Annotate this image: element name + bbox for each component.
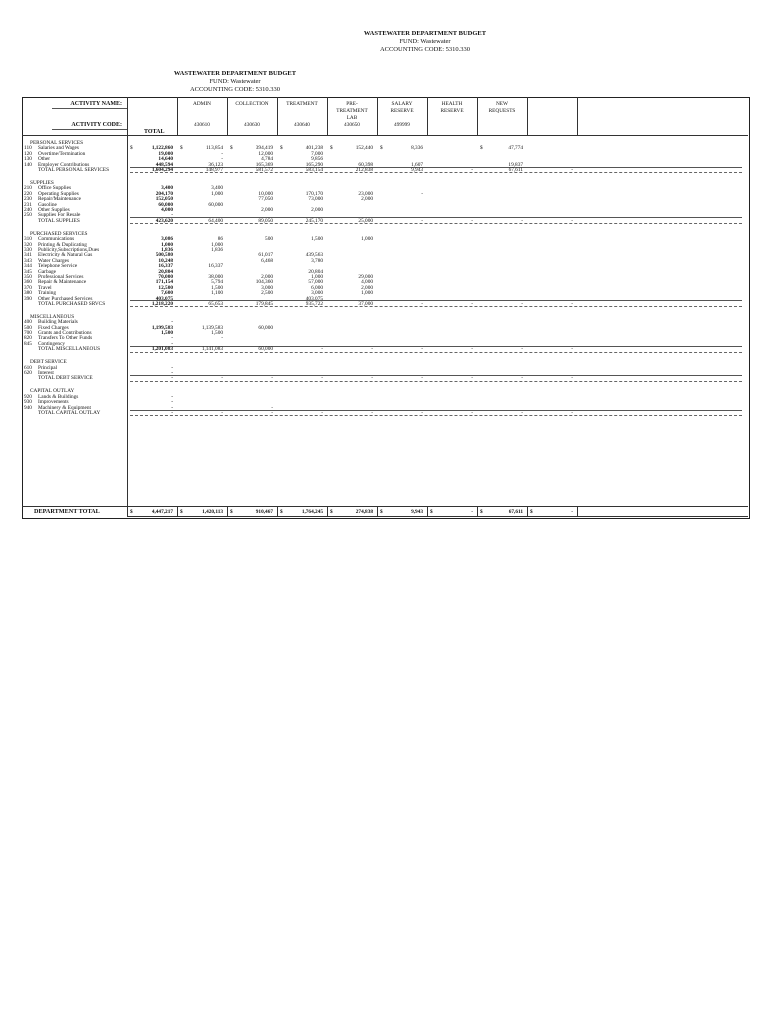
column-name: TREATMENT xyxy=(286,101,318,107)
column-name: NEW xyxy=(495,101,509,107)
section-total-cell: 89,050 xyxy=(258,217,273,224)
dollar-sign: $ xyxy=(380,509,383,515)
section-total-cell: 9,943 xyxy=(411,167,423,173)
section-total-cell: - xyxy=(471,217,473,224)
line-label: Repair & Maintenance xyxy=(38,279,87,286)
section-title: PURCHASED SERVICES xyxy=(30,230,88,237)
column-name: TREATMENT xyxy=(336,108,368,114)
section-total-cell: - xyxy=(521,300,523,307)
line-label: Lands & Buildings xyxy=(38,393,79,400)
section-total-cell: - xyxy=(571,300,573,307)
line-code: 120 xyxy=(24,150,32,157)
line-code: 345 xyxy=(24,268,32,275)
line-code: 920 xyxy=(24,393,32,400)
amount-cell: 9,856 xyxy=(311,156,323,163)
line-code: 820 xyxy=(24,335,32,342)
column-name: ADMIN xyxy=(193,101,211,107)
line-label: Operating Supplies xyxy=(38,190,79,197)
column-name: PRE- xyxy=(346,101,358,107)
amount-cell: 4,000 xyxy=(161,206,173,213)
column-code: 430640 xyxy=(294,122,310,128)
column-name: REQUESTS xyxy=(488,108,516,114)
section-total-cell: - xyxy=(471,410,473,416)
section-total-label: TOTAL MISCELLANEOUS xyxy=(38,346,101,353)
line-label: Contingency xyxy=(38,340,66,347)
header-top-fund: FUND: Wastewater xyxy=(399,38,451,45)
amount-cell: 6,468 xyxy=(261,257,273,264)
department-total-cell: 4,447,217 xyxy=(151,509,173,515)
amount-cell: 1,500 xyxy=(161,330,173,337)
section-title: DEBT SERVICE xyxy=(30,359,67,366)
amount-cell: - xyxy=(171,399,173,406)
line-code: 610 xyxy=(24,364,32,371)
amount-cell: - xyxy=(221,335,223,342)
amount-cell: 10,000 xyxy=(258,190,273,197)
column-name: RESERVE xyxy=(390,108,414,114)
activity-name-underline xyxy=(52,108,127,109)
dollar-sign: $ xyxy=(280,145,283,152)
amount-cell: 47,774 xyxy=(508,145,523,152)
amount-cell: 1,000 xyxy=(161,241,173,248)
section-total-rule xyxy=(130,172,742,173)
amount-cell: 401,238 xyxy=(305,145,323,152)
column-name: HEALTH xyxy=(441,101,463,107)
section-total-cell: - xyxy=(571,217,573,224)
line-label: Electricity & Natural Gas xyxy=(38,252,93,259)
amount-cell: 1,139,583 xyxy=(201,324,223,331)
amount-cell: 20,804 xyxy=(158,268,173,275)
line-label: Communications xyxy=(38,236,75,243)
amount-cell: 1,607 xyxy=(411,161,423,168)
line-code: 700 xyxy=(24,330,32,337)
amount-cell: 7,000 xyxy=(311,150,323,157)
amount-cell: 403,075 xyxy=(155,295,173,302)
section-total-rule xyxy=(130,223,742,224)
amount-cell: 439,563 xyxy=(305,252,323,259)
department-total-cell: - xyxy=(471,509,473,515)
amount-cell: 12,000 xyxy=(258,150,273,157)
section-total-cell: 25,000 xyxy=(358,217,373,224)
section-total-label: TOTAL CAPITAL OUTLAY xyxy=(38,410,101,416)
column-code: 430650 xyxy=(344,122,360,128)
column-name: COLLECTION xyxy=(235,101,269,107)
section-total-cell: - xyxy=(471,300,473,307)
dollar-sign: $ xyxy=(130,145,133,152)
line-code: 341 xyxy=(24,252,32,259)
dollar-sign: $ xyxy=(130,509,133,515)
amount-cell: 1,000 xyxy=(361,236,373,243)
amount-cell: 500 xyxy=(265,236,273,243)
amount-cell: 500,580 xyxy=(155,252,173,259)
amount-cell: 77,050 xyxy=(258,196,273,203)
line-label: Interest xyxy=(38,370,54,377)
activity-code-label: ACTIVITY CODE: xyxy=(71,122,122,128)
line-label: Machinery & Equipment xyxy=(38,404,91,411)
column-name: RESERVE xyxy=(440,108,464,114)
line-code: 330 xyxy=(24,246,32,253)
line-code: 343 xyxy=(24,257,32,264)
line-code: 930 xyxy=(24,399,32,406)
amount-cell: 4,000 xyxy=(361,279,373,286)
dollar-sign: $ xyxy=(180,145,183,152)
amount-cell: 1,100 xyxy=(211,290,223,297)
dollar-sign: $ xyxy=(180,509,183,515)
section-total-cell: - xyxy=(521,346,523,353)
amount-cell: 6,000 xyxy=(311,284,323,291)
department-total-cell: 67,611 xyxy=(508,509,523,515)
section-total-cell: 65,653 xyxy=(208,300,223,307)
line-code: 350 xyxy=(24,273,32,280)
line-label: Other Supplies xyxy=(38,206,70,213)
amount-cell: 1,500 xyxy=(211,284,223,291)
dollar-sign: $ xyxy=(280,509,283,515)
amount-cell: 16,337 xyxy=(208,263,223,270)
amount-cell: 2,000 xyxy=(361,284,373,291)
document-header-sub xyxy=(0,70,770,94)
amount-cell: 29,000 xyxy=(358,273,373,280)
line-label: Overtime/Termination xyxy=(38,150,86,157)
amount-cell: - xyxy=(171,340,173,347)
amount-cell: - xyxy=(171,364,173,371)
amount-cell: - xyxy=(171,319,173,326)
line-code: 140 xyxy=(24,161,32,168)
section-total-cell: - xyxy=(471,167,473,173)
amount-cell: - xyxy=(171,404,173,411)
section-total-label: TOTAL DEBT SERVICE xyxy=(38,375,93,382)
section-total-rule xyxy=(130,415,742,416)
column-name: SALARY xyxy=(391,101,413,107)
line-label: Other Purchased Services xyxy=(38,295,93,302)
section-total-cell: 1,604,294 xyxy=(151,167,173,173)
dollar-sign: $ xyxy=(430,509,433,515)
amount-cell: 57,000 xyxy=(308,279,323,286)
amount-cell: 3,000 xyxy=(311,290,323,297)
amount-cell: 60,000 xyxy=(208,201,223,208)
section-total-label: TOTAL SUPPLIES xyxy=(38,217,80,224)
section-total-cell: - xyxy=(421,375,423,382)
amount-cell: 60,000 xyxy=(158,201,173,208)
section-total-cell: 245,170 xyxy=(305,217,323,224)
header-sub-title: WASTEWATER DEPARTMENT BUDGET xyxy=(173,70,297,77)
line-label: Grants and Contributions xyxy=(38,330,92,337)
amount-cell: 14,640 xyxy=(158,156,173,163)
amount-cell: 152,050 xyxy=(155,196,173,203)
section-total-label: TOTAL PERSONAL SERVICES xyxy=(38,167,110,173)
department-total-cell: - xyxy=(571,509,573,515)
line-label: Improvements xyxy=(38,399,69,406)
amount-cell: 3,086 xyxy=(161,236,173,243)
section-total-cell: 64,400 xyxy=(208,217,223,224)
amount-cell: 403,075 xyxy=(305,295,323,302)
amount-cell: 165,290 xyxy=(305,161,323,168)
line-code: 240 xyxy=(24,206,32,213)
amount-cell: 1,199,583 xyxy=(151,324,173,331)
dollar-sign: $ xyxy=(480,509,483,515)
amount-cell: - xyxy=(221,156,223,163)
line-label: Travel xyxy=(38,284,52,291)
column-code: 430610 xyxy=(194,122,210,128)
dollar-sign: $ xyxy=(380,145,383,152)
column-divider xyxy=(577,97,578,135)
amount-cell: 8,336 xyxy=(411,145,423,152)
section-total-cell: - xyxy=(321,346,323,353)
line-code: 380 xyxy=(24,290,32,297)
amount-cell: - xyxy=(171,335,173,342)
line-code: 940 xyxy=(24,404,32,411)
amount-cell: 204,170 xyxy=(155,190,173,197)
section-total-cell: - xyxy=(371,375,373,382)
amount-cell: 36,123 xyxy=(208,161,223,168)
department-total-cell: 9,943 xyxy=(411,509,423,515)
amount-cell: - xyxy=(171,393,173,400)
dollar-sign: $ xyxy=(230,509,233,515)
total-header: TOTAL xyxy=(144,129,165,135)
section-total-cell: 1,201,083 xyxy=(151,346,173,353)
line-code: 310 xyxy=(24,236,32,243)
section-total-cell: 67,611 xyxy=(508,167,523,173)
line-label: Telephone Service xyxy=(38,263,78,270)
amount-cell: 61,017 xyxy=(258,252,273,259)
line-label: Repair/Maintenance xyxy=(38,196,81,203)
amount-cell: - xyxy=(221,150,223,157)
amount-cell: 152,440 xyxy=(355,145,373,152)
amount-cell: 2,000 xyxy=(261,273,273,280)
line-label: Garbage xyxy=(38,268,56,275)
amount-cell: 1,000 xyxy=(211,190,223,197)
section-total-rule xyxy=(130,306,742,307)
line-label: Training xyxy=(38,290,57,297)
section-total-cell: - xyxy=(371,346,373,353)
amount-cell: 2,000 xyxy=(261,206,273,213)
activity-name-label: ACTIVITY NAME: xyxy=(70,101,122,107)
amount-cell: - xyxy=(421,190,423,197)
column-code: 430630 xyxy=(244,122,260,128)
department-total-label: DEPARTMENT TOTAL xyxy=(34,508,100,515)
header-sub-code: ACCOUNTING CODE: 5310.330 xyxy=(189,86,281,93)
department-total-cell: 274,838 xyxy=(355,509,373,515)
section-title: SUPPLIES xyxy=(30,179,54,186)
section-total-cell: - xyxy=(421,346,423,353)
line-label: Principal xyxy=(38,364,58,371)
amount-cell: 70,000 xyxy=(158,273,173,280)
line-code: 231 xyxy=(24,201,32,208)
section-total-cell: - xyxy=(321,410,323,416)
column-name: LAB xyxy=(346,115,358,121)
header-separator xyxy=(22,135,748,136)
line-label: Water Charges xyxy=(38,257,70,264)
dollar-sign: $ xyxy=(480,145,483,152)
line-code: 370 xyxy=(24,284,32,291)
section-total-cell: 1,141,083 xyxy=(201,346,223,353)
section-total-cell: 212,838 xyxy=(355,167,373,173)
section-total-rule xyxy=(130,381,742,382)
amount-cell: - xyxy=(171,370,173,377)
department-total-cell: 1,764,245 xyxy=(301,509,323,515)
document-header-top xyxy=(0,30,770,54)
section-total-cell: - xyxy=(521,410,523,416)
line-label: Other xyxy=(38,156,51,163)
section-total-cell: 60,000 xyxy=(258,346,273,353)
header-top-code: ACCOUNTING CODE: 5310.330 xyxy=(379,46,471,53)
section-total-cell: - xyxy=(571,410,573,416)
line-label: Supplies For Resale xyxy=(38,212,81,219)
amount-cell: 171,154 xyxy=(155,279,173,286)
section-total-cell: - xyxy=(421,410,423,416)
section-total-cell: 935,722 xyxy=(305,300,323,307)
department-total-top-rule xyxy=(22,506,748,507)
amount-cell: - xyxy=(271,404,273,411)
section-total-cell: 1,218,220 xyxy=(151,300,173,307)
section-total-cell: - xyxy=(321,375,323,382)
line-label: Salaries and Wages xyxy=(38,145,79,152)
dollar-sign: $ xyxy=(230,145,233,152)
section-total-cell: - xyxy=(171,410,173,416)
line-label: Transfers To Other Funds xyxy=(38,335,93,342)
line-code: 320 xyxy=(24,241,32,248)
line-code: 250 xyxy=(24,212,32,219)
section-total-cell: - xyxy=(571,375,573,382)
amount-cell: 60,398 xyxy=(358,161,373,168)
line-code: 400 xyxy=(24,319,32,326)
amount-cell: 60,000 xyxy=(258,324,273,331)
section-total-cell: - xyxy=(521,217,523,224)
line-code: 845 xyxy=(24,340,32,347)
activity-code-underline xyxy=(52,129,127,130)
dollar-sign: $ xyxy=(530,509,533,515)
amount-cell: 170,170 xyxy=(305,190,323,197)
section-total-cell: 179,845 xyxy=(255,300,273,307)
line-label: Professional Services xyxy=(38,273,84,280)
line-code: 210 xyxy=(24,185,32,192)
section-title: CAPITAL OUTLAY xyxy=(30,388,75,395)
amount-cell: 19,000 xyxy=(158,150,173,157)
line-code: 620 xyxy=(24,370,32,377)
line-label: Office Supplies xyxy=(38,185,72,192)
section-title: MISCELLANEOUS xyxy=(30,313,75,320)
line-code: 500 xyxy=(24,324,32,331)
amount-cell: 113,854 xyxy=(205,145,223,152)
amount-cell: 3,000 xyxy=(261,284,273,291)
amount-cell: 3,400 xyxy=(211,185,223,192)
amount-cell: 23,000 xyxy=(358,190,373,197)
amount-cell: 38,000 xyxy=(208,273,223,280)
amount-cell: 20,804 xyxy=(308,268,323,275)
amount-cell: 2,500 xyxy=(261,290,273,297)
department-total-cell: 1,420,113 xyxy=(202,509,223,515)
section-total-cell: - xyxy=(471,346,473,353)
amount-cell: 104,360 xyxy=(255,279,273,286)
section-total-cell: - xyxy=(421,217,423,224)
section-total-cell: - xyxy=(471,375,473,382)
section-total-cell: - xyxy=(221,375,223,382)
section-total-cell: - xyxy=(571,167,573,173)
line-code: 220 xyxy=(24,190,32,197)
amount-cell: 394,419 xyxy=(255,145,273,152)
department-total-double-rule xyxy=(127,516,748,517)
section-total-label: TOTAL PURCHASED SRVCS xyxy=(38,300,106,307)
section-total-cell: 423,620 xyxy=(155,217,173,224)
amount-cell: 165,369 xyxy=(255,161,273,168)
amount-cell: 1,122,860 xyxy=(151,145,173,152)
budget-table xyxy=(22,97,750,519)
amount-cell: 1,000 xyxy=(311,273,323,280)
section-total-cell: - xyxy=(221,410,223,416)
amount-cell: 7,600 xyxy=(161,290,173,297)
line-label: Building Materials xyxy=(38,319,78,326)
amount-cell: 86 xyxy=(217,236,223,243)
line-label: Publicity,Subscriptions,Dues xyxy=(38,246,100,253)
amount-cell: 2,000 xyxy=(361,196,373,203)
section-total-cell: 37,000 xyxy=(358,300,373,307)
amount-cell: 3,780 xyxy=(311,257,323,264)
amount-cell: 10,248 xyxy=(158,257,173,264)
line-code: 130 xyxy=(24,156,32,163)
amount-cell: 1,500 xyxy=(211,330,223,337)
line-label: Employer Contributions xyxy=(38,161,90,168)
column-code: 499999 xyxy=(394,122,410,128)
section-total-cell: - xyxy=(271,410,273,416)
amount-cell: 16,337 xyxy=(158,263,173,270)
section-total-cell: - xyxy=(521,375,523,382)
line-label: Gasoline xyxy=(38,201,57,208)
line-code: 110 xyxy=(24,145,32,152)
line-code: 344 xyxy=(24,263,32,270)
dollar-sign: $ xyxy=(330,145,333,152)
section-total-cell: - xyxy=(421,300,423,307)
header-top-title: WASTEWATER DEPARTMENT BUDGET xyxy=(363,30,487,37)
amount-cell: 1,000 xyxy=(211,241,223,248)
amount-cell: 12,500 xyxy=(158,284,173,291)
line-label: Fixed Charges xyxy=(38,324,69,331)
section-total-cell: 583,154 xyxy=(305,167,323,173)
amount-cell: 3,400 xyxy=(161,185,173,192)
line-code: 360 xyxy=(24,279,32,286)
dollar-sign: $ xyxy=(330,509,333,515)
department-total-cell: 910,467 xyxy=(255,509,273,515)
amount-cell: 4,784 xyxy=(261,156,273,163)
header-sub-fund: FUND: Wastewater xyxy=(209,78,261,85)
line-label: Printing & Duplicating xyxy=(38,241,87,248)
amount-cell: 5,794 xyxy=(211,279,223,286)
section-title: PERSONAL SERVICES xyxy=(30,140,84,146)
amount-cell: 448,594 xyxy=(155,161,173,168)
amount-cell: - xyxy=(171,212,173,219)
amount-cell: 1,000 xyxy=(361,290,373,297)
line-code: 390 xyxy=(24,295,32,302)
section-total-cell: 148,977 xyxy=(205,167,223,173)
amount-cell: 1,836 xyxy=(211,246,223,253)
amount-cell: 1,500 xyxy=(311,236,323,243)
section-total-cell: 581,572 xyxy=(255,167,273,173)
amount-cell: 19,837 xyxy=(508,161,523,168)
section-total-cell: - xyxy=(571,346,573,353)
amount-cell: 2,000 xyxy=(311,206,323,213)
section-total-rule xyxy=(130,352,742,353)
line-code: 230 xyxy=(24,196,32,203)
section-total-cell: - xyxy=(171,375,173,382)
amount-cell: 1,836 xyxy=(161,246,173,253)
amount-cell: 73,000 xyxy=(308,196,323,203)
section-total-cell: - xyxy=(271,375,273,382)
section-total-cell: - xyxy=(371,410,373,416)
